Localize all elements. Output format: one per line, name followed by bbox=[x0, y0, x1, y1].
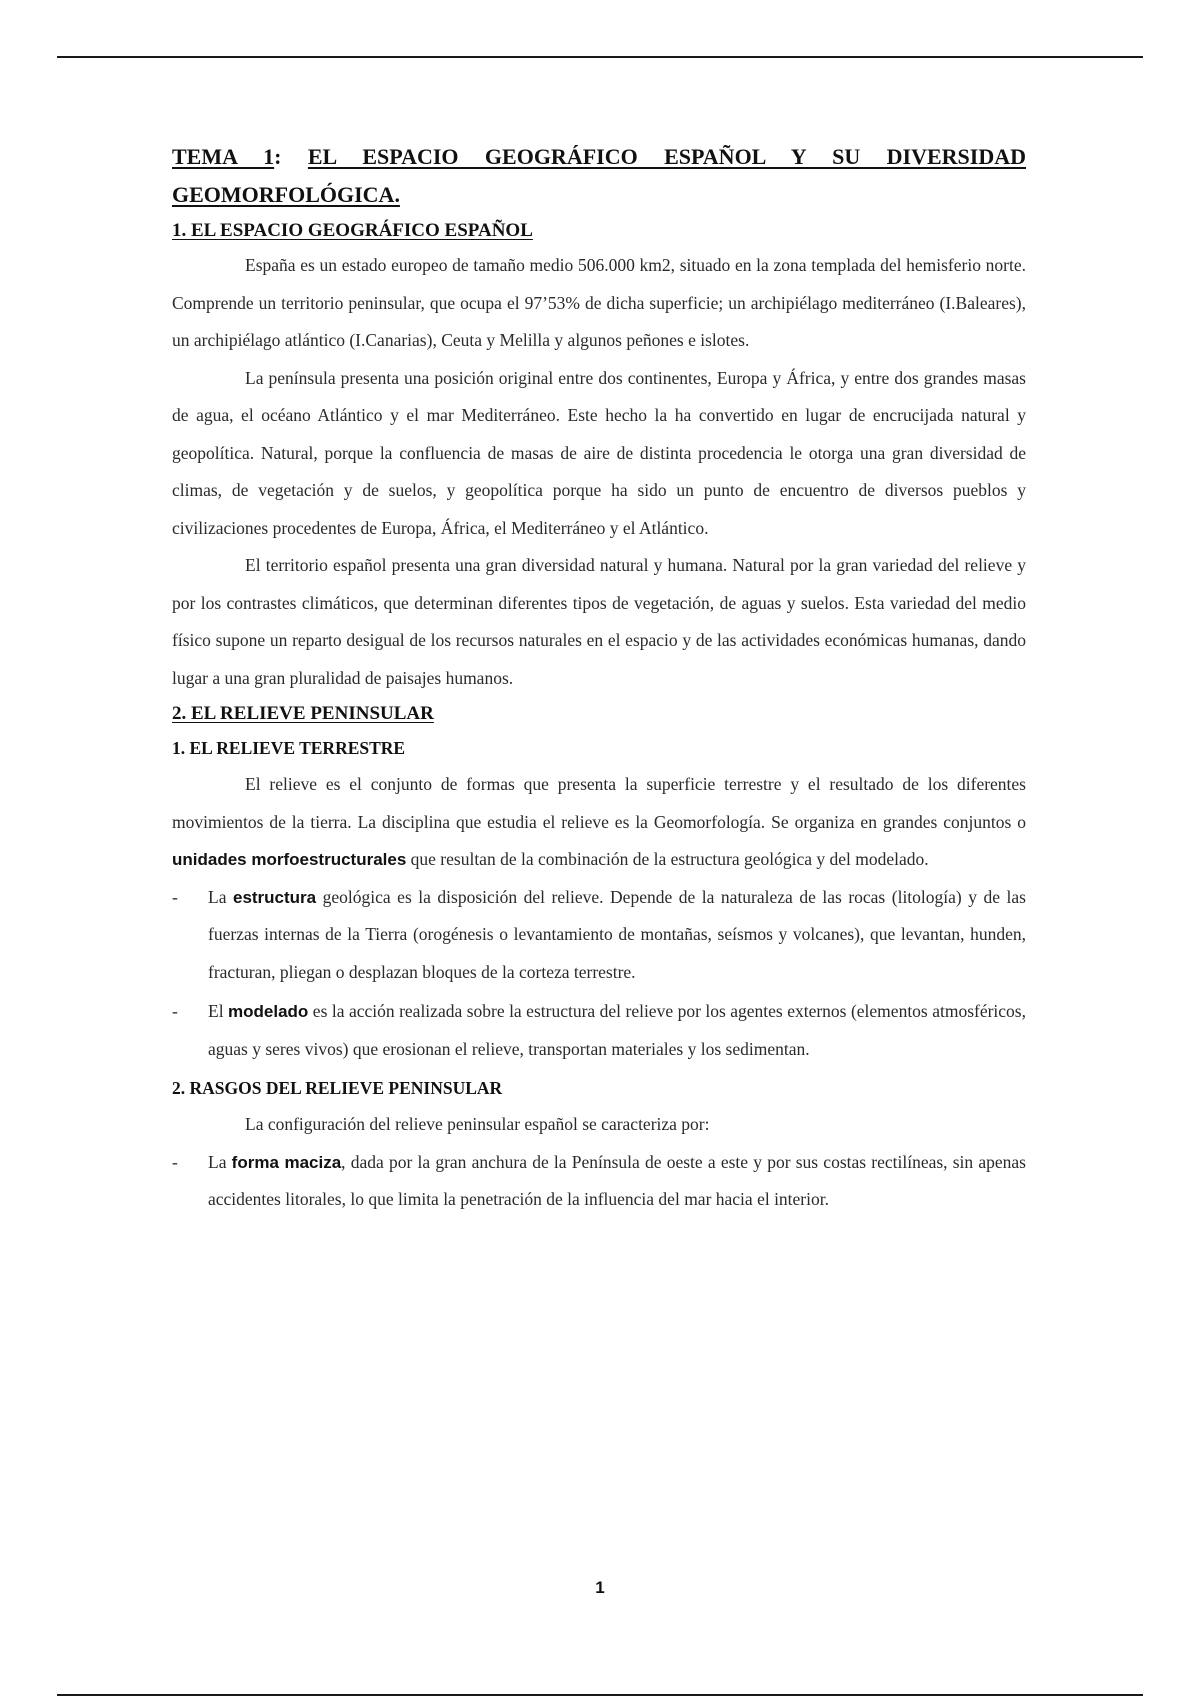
section2-heading-text: 2. EL RELIEVE PENINSULAR bbox=[172, 703, 434, 724]
rasgos-intro-paragraph: La configuración del relieve peninsular español se caracteriza por: bbox=[245, 1114, 710, 1134]
bold-term: forma maciza bbox=[231, 1152, 342, 1172]
bullet-dash: - bbox=[172, 1151, 178, 1172]
section1-heading bbox=[172, 214, 1026, 247]
document-title-line2 bbox=[172, 176, 1026, 214]
bullet-text: La bbox=[208, 886, 233, 907]
section1-heading-text: 1. EL ESPACIO GEOGRÁFICO ESPAÑOL bbox=[172, 220, 533, 241]
header-rule bbox=[57, 56, 1143, 58]
bullet-text: La bbox=[208, 1151, 232, 1172]
section1-paragraph-1: España es un estado europeo de tamaño medio 506.000 km2, situado en la zona templada del hemisferio norte. Comprende un territorio peninsular, que ocupa el 97’53% de dicha superficie; un archipiélago mediterráneo (I.Baleares), un archipiélago atlántico (I.Canarias), Ceuta y Melilla y algunos peñones e islotes. bbox=[172, 255, 1026, 350]
bold-term: unidades morfoestructurales bbox=[172, 850, 407, 869]
page-number: 1 bbox=[595, 1578, 605, 1597]
section1-paragraph-2: La península presenta una posición original entre dos continentes, Europa y África, y entre dos grandes masas de agua, el océano Atlántico y el mar Mediterráneo. Este hecho la ha convertido en lugar de encrucijada natural y geopolítica. Natural, porque la confluencia de masas de aire de distinta procedencia le otorga una gran diversidad de climas, de vegetación y de suelos, y geopolítica porque ha sido un punto de encuentro de diversos pueblos y civilizaciones procedentes de Europa, África, el Mediterráneo y el Atlántico. bbox=[172, 367, 1026, 538]
bullet-item-forma-maciza bbox=[172, 1144, 1026, 1219]
bold-term: estructura bbox=[232, 887, 317, 907]
document-title bbox=[172, 138, 1026, 176]
document-page bbox=[172, 138, 1026, 1221]
title-colon: : bbox=[274, 144, 282, 169]
relieve-terrestre-paragraph bbox=[172, 766, 1026, 879]
title-text-line2: GEOMORFOLÓGICA. bbox=[172, 182, 400, 207]
bullet-text: El bbox=[208, 1001, 229, 1021]
title-text-line1: EL ESPACIO GEOGRÁFICO ESPAÑOL Y SU DIVERSIDAD bbox=[307, 144, 1026, 169]
bullet-item-estructura bbox=[172, 879, 1026, 992]
bullet-dash: - bbox=[172, 886, 178, 907]
bullet-item-modelado bbox=[172, 993, 1026, 1068]
title-label: TEMA 1 bbox=[172, 144, 275, 169]
bullet-dash: - bbox=[172, 1001, 178, 1021]
section2-heading bbox=[172, 697, 1026, 730]
footer-rule bbox=[57, 1694, 1143, 1696]
bullet-text: es la acción realizada sobre la estructura del relieve por los agentes externos (elementos atmosféricos, aguas y seres vivos) que erosionan el relieve, transportan materiales y los sedimentan. bbox=[208, 1001, 1026, 1059]
bullet-text: , dada por la gran anchura de la Península de oeste a este y por sus costas rectilíneas, sin apenas accidentes litorales, lo que limita la penetración de la influencia del mar hacia el interior. bbox=[208, 1151, 1026, 1209]
paragraph-text: que resultan de la combinación de la estructura geológica y del modelado. bbox=[406, 849, 929, 869]
bullet-text: geológica es la disposición del relieve. Depende de la naturaleza de las rocas (litología) y de las fuerzas internas de la Tierra (orogénesis o levantamiento de montañas, seísmos y volcanes), que levantan, hunden, fracturan, pliegan o desplazan bloques de la corteza terrestre. bbox=[208, 886, 1026, 982]
section1-paragraph-3: El territorio español presenta una gran diversidad natural y humana. Natural por la gran variedad del relieve y por los contrastes climáticos, que determinan diferentes tipos de vegetación, de aguas y suelos. Esta variedad del medio físico supone un reparto desigual de los recursos naturales en el espacio y de las actividades económicas humanas, dando lugar a una gran pluralidad de paisajes humanos. bbox=[172, 555, 1026, 688]
bold-term: modelado bbox=[228, 1002, 309, 1021]
paragraph-text: El relieve es el conjunto de formas que presenta la superficie terrestre y el resultado de los diferentes movimientos de la tierra. La disciplina que estudia el relieve es la Geomorfología. Se organiza en grandes conjuntos o bbox=[172, 774, 1026, 832]
subsection-relieve-terrestre-heading: 1. EL RELIEVE TERRESTRE bbox=[172, 738, 406, 758]
subsection-rasgos-heading: 2. RASGOS DEL RELIEVE PENINSULAR bbox=[172, 1078, 503, 1098]
